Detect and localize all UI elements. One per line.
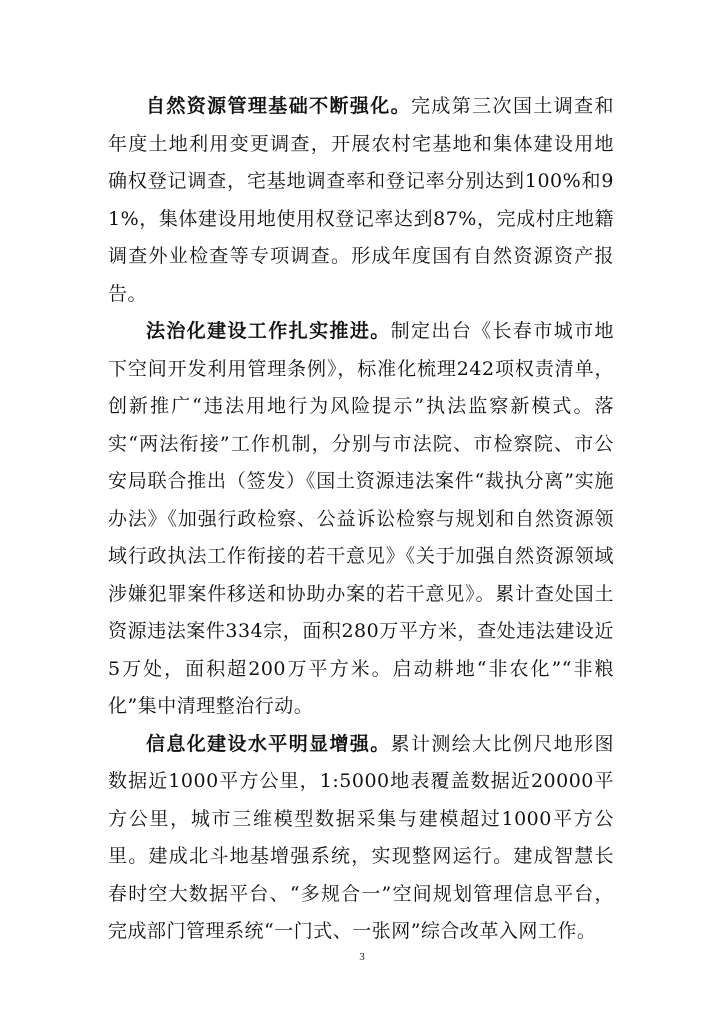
paragraph-heading: 法治化建设工作扎实推进。 [146,320,391,342]
document-body [108,88,614,951]
page-number: 3 [359,951,365,963]
paragraph-heading: 信息化建设水平明显增强。 [146,732,391,755]
paragraph-text: 完成第三次国土调查和年度土地利用变更调查，开展农村宅基地和集体建设用地确权登记调查，宅基地调查率和登记率分别达到100%和91%，集体建设用地使用权登记率达到87%，完成村庄地籍调查外业检查等专项调查。形成年度国有自然资源资产报告。 [108,95,614,305]
paragraph-rule-of-law [108,313,614,726]
paragraph-informatization [108,726,614,951]
paragraph-text: 累计测绘大比例尺地形图数据近1000平方公里，1:5000地表覆盖数据近20000平方公里，城市三维模型数据采集与建模超过1000平方公里。建成北斗地基增强系统，实现整网运行。建成智慧长春时空大数据平台、“多规合一”空间规划管理信息平台，完成部门管理系统“一门式、一张网”综合改革入网工作。 [108,732,614,942]
paragraph-natural-resources [108,88,614,313]
paragraph-heading: 自然资源管理基础不断强化。 [146,95,412,117]
paragraph-text: 制定出台《长春市城市地下空间开发利用管理条例》，标准化梳理242项权责清单，创新推广“违法用地行为风险提示”执法监察新模式。落实“两法衔接”工作机制，分别与市法院、市检察院、市公安局联合推出（签发）《国土资源违法案件“裁执分离”实施办法》《加强行政检察、公益诉讼检察与规划和自然资源领域行政执法工作衔接的若干意见》《关于加强自然资源领域涉嫌犯罪案件移送和协助办案的若干意见》。累计查处国土资源违法案件334宗，面积280万平方米，查处违法建设近5万处，面积超200万平方米。启动耕地“非农化”“非粮化”集中清理整治行动。 [108,320,614,717]
